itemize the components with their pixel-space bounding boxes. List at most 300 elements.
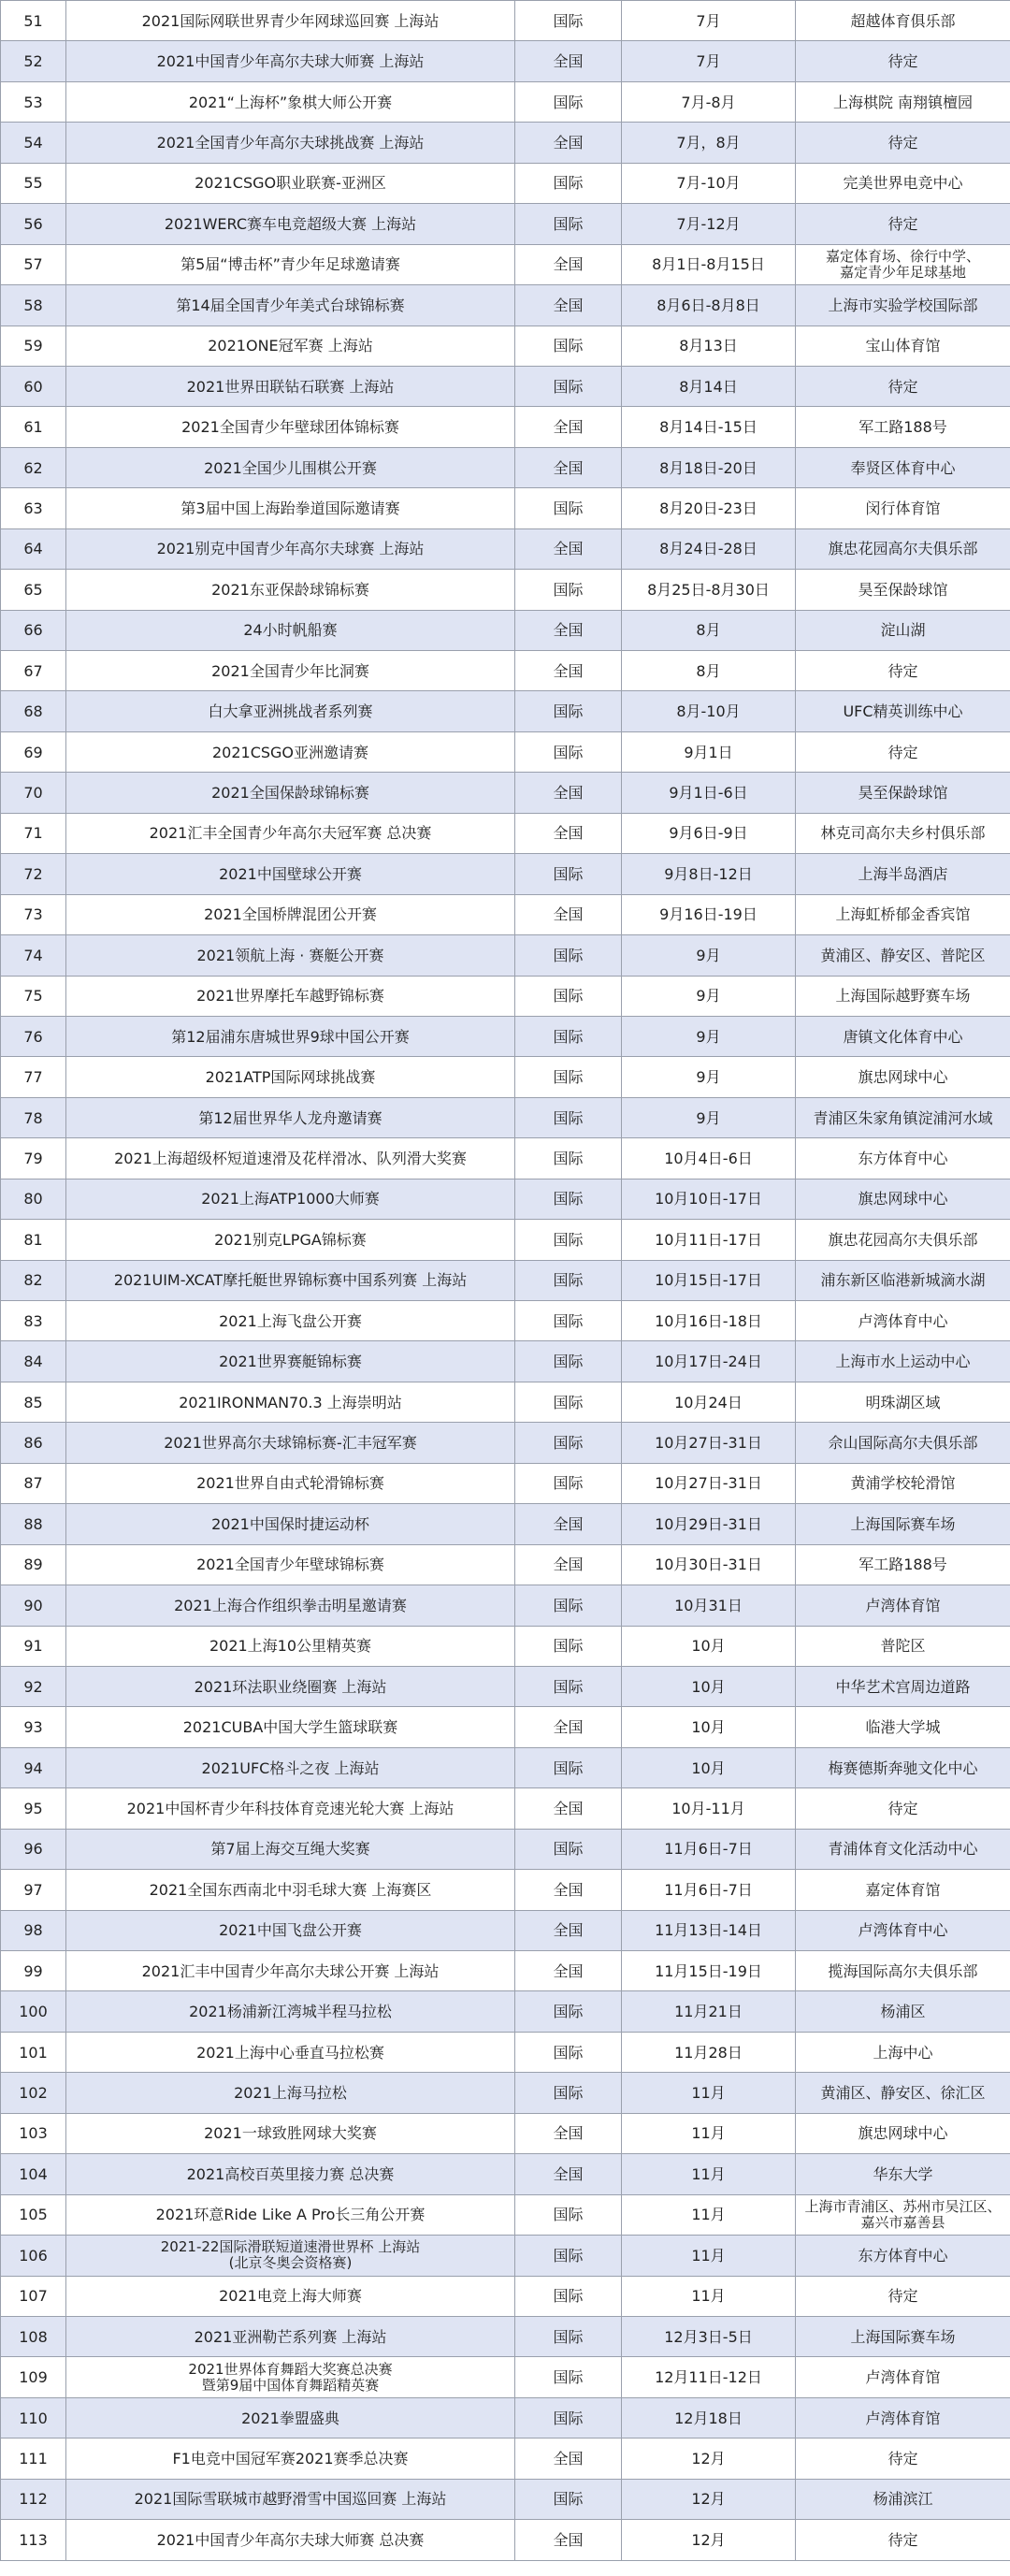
table-row [1,2236,1010,2276]
event-date-cell: 10月 [622,1666,796,1706]
table-row [1,1991,1010,2032]
table-row [1,285,1010,326]
table-row [1,1747,1010,1787]
event-date-cell: 10月27日-31日 [622,1463,796,1503]
event-venue-cell: 闵行体育馆 [796,488,1010,528]
event-date-cell: 8月20日-23日 [622,488,796,528]
event-number-cell: 78 [1,1097,66,1137]
event-date-cell: 12月18日 [622,2397,796,2438]
event-number-cell: 90 [1,1585,66,1626]
table-row [1,1260,1010,1300]
event-venue-cell: 待定 [796,2439,1010,2479]
event-name-cell: 2021中国杯青少年科技体育竞速光轮大赛 上海站 [66,1788,515,1829]
event-date-cell: 8月-10月 [622,691,796,731]
table-row [1,407,1010,447]
event-number-cell: 61 [1,407,66,447]
table-row [1,1179,1010,1219]
event-venue-cell: 黄浦区、静安区、普陀区 [796,935,1010,976]
event-venue-cell: 上海中心 [796,2032,1010,2072]
table-row [1,2397,1010,2438]
event-name-cell: 2021UIM-XCAT摩托艇世界锦标赛中国系列赛 上海站 [66,1260,515,1300]
table-row [1,488,1010,528]
event-level-cell: 全国 [515,1870,622,1910]
table-row [1,1788,1010,1829]
event-date-cell: 8月 [622,651,796,691]
event-name-cell: 2021上海超级杯短道速滑及花样滑冰、队列滑大奖赛 [66,1138,515,1179]
event-venue-cell: 上海半岛酒店 [796,854,1010,894]
event-level-cell: 全国 [515,41,622,81]
event-number-cell: 65 [1,570,66,610]
event-number-cell: 53 [1,81,66,122]
event-number-cell: 55 [1,163,66,203]
event-venue-cell: 揽海国际高尔夫俱乐部 [796,1951,1010,1991]
table-row [1,1,1010,41]
event-number-cell: 56 [1,204,66,244]
event-number-cell: 62 [1,447,66,487]
event-venue-cell: 完美世界电竞中心 [796,163,1010,203]
event-level-cell: 国际 [515,366,622,406]
table-row [1,2479,1010,2519]
event-date-cell: 11月6日-7日 [622,1870,796,1910]
event-name-cell: 2021环意Ride Like A Pro长三角公开赛 [66,2194,515,2235]
event-number-cell: 103 [1,2113,66,2153]
event-number-cell: 95 [1,1788,66,1829]
event-name-cell: 第12届世界华人龙舟邀请赛 [66,1097,515,1137]
event-name-cell: 2021别克LPGA锦标赛 [66,1220,515,1260]
event-name-cell: 2021全国青少年比洞赛 [66,651,515,691]
table-row [1,1707,1010,1747]
event-number-cell: 91 [1,1626,66,1666]
event-name-cell: 2021中国飞盘公开赛 [66,1910,515,1950]
table-row [1,204,1010,244]
event-level-cell: 国际 [515,2316,622,2356]
event-level-cell: 国际 [515,1179,622,1219]
event-name-cell: 2021上海飞盘公开赛 [66,1301,515,1341]
event-number-cell: 94 [1,1747,66,1787]
table-row [1,2439,1010,2479]
event-name-cell: 2021世界摩托车越野锦标赛 [66,976,515,1016]
table-row [1,528,1010,569]
event-name-cell: 第5届“博击杯”青少年足球邀请赛 [66,244,515,284]
event-level-cell: 全国 [515,773,622,813]
event-date-cell: 11月 [622,2194,796,2235]
event-date-cell: 12月11日-12日 [622,2357,796,2397]
event-name-cell: 2021世界高尔夫球锦标赛-汇丰冠军赛 [66,1423,515,1463]
event-venue-cell: 超越体育俱乐部 [796,1,1010,41]
event-name-cell: 第14届全国青少年美式台球锦标赛 [66,285,515,326]
event-date-cell: 12月3日-5日 [622,2316,796,2356]
event-number-cell: 54 [1,123,66,163]
event-number-cell: 85 [1,1382,66,1422]
event-date-cell: 9月 [622,935,796,976]
event-name-cell: 2021上海中心垂直马拉松赛 [66,2032,515,2072]
event-venue-cell: 上海国际赛车场 [796,2316,1010,2356]
table-row [1,2276,1010,2316]
event-name-cell: 24小时帆船赛 [66,610,515,650]
event-name-cell: 2021环法职业绕圈赛 上海站 [66,1666,515,1706]
event-name-cell: 2021领航上海 · 赛艇公开赛 [66,935,515,976]
table-row [1,1910,1010,1950]
event-venue-cell: 旗忠网球中心 [796,2113,1010,2153]
event-number-cell: 76 [1,1016,66,1056]
table-row [1,1382,1010,1422]
event-venue-cell: 黄浦学校轮滑馆 [796,1463,1010,1503]
event-date-cell: 9月 [622,1097,796,1137]
event-number-cell: 67 [1,651,66,691]
event-venue-cell: 梅赛德斯奔驰文化中心 [796,1747,1010,1787]
event-venue-cell: 待定 [796,1788,1010,1829]
event-level-cell: 全国 [515,1788,622,1829]
event-date-cell: 11月 [622,2236,796,2276]
event-number-cell: 71 [1,813,66,853]
event-level-cell: 全国 [515,1504,622,1544]
event-venue-cell: 上海市水上运动中心 [796,1341,1010,1382]
event-name-cell: 2021上海合作组织拳击明星邀请赛 [66,1585,515,1626]
table-row [1,244,1010,284]
event-date-cell: 11月6日-7日 [622,1829,796,1869]
event-level-cell: 国际 [515,2479,622,2519]
event-date-cell: 7月-8月 [622,81,796,122]
event-date-cell: 7月 [622,1,796,41]
event-name-cell: 2021东亚保龄球锦标赛 [66,570,515,610]
event-venue-cell: 唐镇文化体育中心 [796,1016,1010,1056]
table-row [1,691,1010,731]
event-number-cell: 88 [1,1504,66,1544]
event-number-cell: 92 [1,1666,66,1706]
table-row [1,935,1010,976]
event-number-cell: 75 [1,976,66,1016]
event-name-cell: 2021全国青少年壁球锦标赛 [66,1544,515,1585]
event-level-cell: 国际 [515,854,622,894]
event-level-cell: 国际 [515,1666,622,1706]
event-date-cell: 8月6日-8月8日 [622,285,796,326]
event-number-cell: 111 [1,2439,66,2479]
table-row [1,447,1010,487]
event-date-cell: 7月，8月 [622,123,796,163]
event-date-cell: 8月18日-20日 [622,447,796,487]
event-date-cell: 10月31日 [622,1585,796,1626]
table-row [1,2073,1010,2113]
event-venue-cell: 黄浦区、静安区、徐汇区 [796,2073,1010,2113]
events-table-body [1,1,1010,2561]
event-name-cell: 2021“上海杯”象棋大师公开赛 [66,81,515,122]
event-level-cell: 全国 [515,1910,622,1950]
event-date-cell: 10月27日-31日 [622,1423,796,1463]
table-row [1,651,1010,691]
table-row [1,2357,1010,2397]
event-date-cell: 11月15日-19日 [622,1951,796,1991]
event-date-cell: 8月1日-8月15日 [622,244,796,284]
event-venue-cell: 旗忠网球中心 [796,1179,1010,1219]
table-row [1,1504,1010,1544]
event-venue-cell: 中华艺术宫周边道路 [796,1666,1010,1706]
table-row [1,813,1010,853]
event-name-cell: 2021ATP国际网球挑战赛 [66,1057,515,1097]
event-venue-cell: 待定 [796,366,1010,406]
event-level-cell: 全国 [515,813,622,853]
event-venue-cell: 待定 [796,41,1010,81]
event-venue-cell: 杨浦区 [796,1991,1010,2032]
event-venue-cell: UFC精英训练中心 [796,691,1010,731]
table-row [1,1951,1010,1991]
event-number-cell: 102 [1,2073,66,2113]
event-level-cell: 国际 [515,1097,622,1137]
event-level-cell: 国际 [515,1,622,41]
table-row [1,570,1010,610]
event-level-cell: 国际 [515,1423,622,1463]
event-name-cell: 白大拿亚洲挑战者系列赛 [66,691,515,731]
event-name-cell: 2021亚洲勒芒系列赛 上海站 [66,2316,515,2356]
event-name-cell: 2021高校百英里接力赛 总决赛 [66,2154,515,2194]
event-level-cell: 全国 [515,2439,622,2479]
event-number-cell: 74 [1,935,66,976]
event-date-cell: 11月13日-14日 [622,1910,796,1950]
event-number-cell: 84 [1,1341,66,1382]
event-level-cell: 国际 [515,2276,622,2316]
event-date-cell: 8月24日-28日 [622,528,796,569]
event-number-cell: 58 [1,285,66,326]
event-name-cell: 2021上海马拉松 [66,2073,515,2113]
event-name-cell: 2021世界田联钻石联赛 上海站 [66,366,515,406]
event-date-cell: 10月16日-18日 [622,1301,796,1341]
event-level-cell: 全国 [515,244,622,284]
event-date-cell: 10月 [622,1747,796,1787]
event-level-cell: 国际 [515,2236,622,2276]
event-venue-cell: 卢湾体育馆 [796,2397,1010,2438]
event-date-cell: 11月 [622,2073,796,2113]
event-name-cell: 2021世界赛艇锦标赛 [66,1341,515,1382]
event-name-cell: 2021-22国际滑联短道速滑世界杯 上海站 (北京冬奥会资格赛) [66,2236,515,2276]
event-date-cell: 7月-10月 [622,163,796,203]
event-number-cell: 68 [1,691,66,731]
table-row [1,1423,1010,1463]
table-row [1,1097,1010,1137]
table-row [1,2154,1010,2194]
event-date-cell: 11月 [622,2154,796,2194]
event-level-cell: 国际 [515,1138,622,1179]
event-venue-cell: 青浦体育文化活动中心 [796,1829,1010,1869]
event-number-cell: 112 [1,2479,66,2519]
table-row [1,1301,1010,1341]
event-level-cell: 国际 [515,570,622,610]
event-name-cell: 2021CSGO亚洲邀请赛 [66,731,515,772]
event-level-cell: 国际 [515,1463,622,1503]
event-date-cell: 9月16日-19日 [622,894,796,934]
event-number-cell: 107 [1,2276,66,2316]
event-number-cell: 52 [1,41,66,81]
event-date-cell: 9月 [622,1057,796,1097]
table-row [1,2032,1010,2072]
event-date-cell: 10月10日-17日 [622,1179,796,1219]
event-number-cell: 80 [1,1179,66,1219]
event-name-cell: 2021杨浦新江湾城半程马拉松 [66,1991,515,2032]
event-name-cell: 2021CUBA中国大学生篮球联赛 [66,1707,515,1747]
event-level-cell: 国际 [515,2073,622,2113]
table-row [1,41,1010,81]
event-level-cell: 国际 [515,2032,622,2072]
event-venue-cell: 上海国际赛车场 [796,1504,1010,1544]
event-level-cell: 国际 [515,1991,622,2032]
table-row [1,854,1010,894]
event-venue-cell: 临港大学城 [796,1707,1010,1747]
event-level-cell: 全国 [515,447,622,487]
event-name-cell: 2021WERC赛车电竞超级大赛 上海站 [66,204,515,244]
event-level-cell: 国际 [515,326,622,366]
event-number-cell: 109 [1,2357,66,2397]
event-number-cell: 72 [1,854,66,894]
event-venue-cell: 上海国际越野赛车场 [796,976,1010,1016]
event-venue-cell: 昊至保龄球馆 [796,570,1010,610]
event-name-cell: 2021汇丰全国青少年高尔夫冠军赛 总决赛 [66,813,515,853]
event-date-cell: 9月1日-6日 [622,773,796,813]
event-venue-cell: 林克司高尔夫乡村俱乐部 [796,813,1010,853]
event-venue-cell: 东方体育中心 [796,2236,1010,2276]
event-number-cell: 100 [1,1991,66,2032]
event-date-cell: 10月15日-17日 [622,1260,796,1300]
event-level-cell: 国际 [515,1341,622,1382]
event-venue-cell: 上海市实验学校国际部 [796,285,1010,326]
event-venue-cell: 待定 [796,2276,1010,2316]
table-row [1,163,1010,203]
table-row [1,1220,1010,1260]
event-venue-cell: 嘉定体育场、徐行中学、 嘉定青少年足球基地 [796,244,1010,284]
event-venue-cell: 嘉定体育馆 [796,1870,1010,1910]
event-number-cell: 73 [1,894,66,934]
event-date-cell: 9月 [622,976,796,1016]
event-level-cell: 国际 [515,2357,622,2397]
event-number-cell: 110 [1,2397,66,2438]
event-level-cell: 全国 [515,528,622,569]
event-name-cell: 第12届浦东唐城世界9球中国公开赛 [66,1016,515,1056]
event-date-cell: 10月 [622,1626,796,1666]
event-level-cell: 全国 [515,1951,622,1991]
event-name-cell: 2021中国壁球公开赛 [66,854,515,894]
event-name-cell: 2021IRONMAN70.3 上海崇明站 [66,1382,515,1422]
event-name-cell: 2021世界自由式轮滑锦标赛 [66,1463,515,1503]
event-level-cell: 国际 [515,1057,622,1097]
event-level-cell: 全国 [515,2154,622,2194]
table-row [1,610,1010,650]
event-level-cell: 全国 [515,2520,622,2560]
event-level-cell: 全国 [515,651,622,691]
event-number-cell: 104 [1,2154,66,2194]
event-name-cell: 2021别克中国青少年高尔夫球赛 上海站 [66,528,515,569]
event-date-cell: 8月13日 [622,326,796,366]
event-level-cell: 国际 [515,1382,622,1422]
event-date-cell: 12月 [622,2520,796,2560]
event-name-cell: 2021一球致胜网球大奖赛 [66,2113,515,2153]
event-venue-cell: 宝山体育馆 [796,326,1010,366]
event-number-cell: 101 [1,2032,66,2072]
event-number-cell: 86 [1,1423,66,1463]
event-number-cell: 98 [1,1910,66,1950]
event-name-cell: 2021全国保龄球锦标赛 [66,773,515,813]
event-name-cell: 2021上海ATP1000大师赛 [66,1179,515,1219]
event-venue-cell: 佘山国际高尔夫俱乐部 [796,1423,1010,1463]
event-name-cell: 2021中国青少年高尔夫球大师赛 上海站 [66,41,515,81]
event-number-cell: 89 [1,1544,66,1585]
event-venue-cell: 旗忠花园高尔夫俱乐部 [796,1220,1010,1260]
event-number-cell: 77 [1,1057,66,1097]
event-name-cell: 2021ONE冠军赛 上海站 [66,326,515,366]
event-venue-cell: 待定 [796,2520,1010,2560]
event-venue-cell: 上海虹桥郁金香宾馆 [796,894,1010,934]
event-number-cell: 108 [1,2316,66,2356]
event-venue-cell: 杨浦滨江 [796,2479,1010,2519]
event-level-cell: 国际 [515,1829,622,1869]
event-level-cell: 全国 [515,894,622,934]
event-level-cell: 国际 [515,1301,622,1341]
table-row [1,1544,1010,1585]
event-number-cell: 69 [1,731,66,772]
event-number-cell: 83 [1,1301,66,1341]
table-row [1,1138,1010,1179]
event-number-cell: 99 [1,1951,66,1991]
event-venue-cell: 上海棋院 南翔镇檀园 [796,81,1010,122]
table-row [1,1341,1010,1382]
table-row [1,1870,1010,1910]
event-level-cell: 国际 [515,691,622,731]
event-date-cell: 8月 [622,610,796,650]
event-number-cell: 113 [1,2520,66,2560]
event-date-cell: 10月-11月 [622,1788,796,1829]
event-name-cell: 2021世界体育舞蹈大奖赛总决赛 暨第9届中国体育舞蹈精英赛 [66,2357,515,2397]
event-level-cell: 全国 [515,123,622,163]
event-venue-cell: 奉贤区体育中心 [796,447,1010,487]
event-level-cell: 国际 [515,1220,622,1260]
table-row [1,1829,1010,1869]
event-number-cell: 51 [1,1,66,41]
event-date-cell: 8月25日-8月30日 [622,570,796,610]
event-name-cell: 2021全国桥牌混团公开赛 [66,894,515,934]
event-number-cell: 96 [1,1829,66,1869]
event-venue-cell: 卢湾体育馆 [796,2357,1010,2397]
event-number-cell: 64 [1,528,66,569]
event-number-cell: 59 [1,326,66,366]
event-venue-cell: 华东大学 [796,2154,1010,2194]
event-level-cell: 全国 [515,285,622,326]
event-date-cell: 9月 [622,1016,796,1056]
event-level-cell: 国际 [515,488,622,528]
event-venue-cell: 明珠湖区域 [796,1382,1010,1422]
event-name-cell: 2021全国少儿围棋公开赛 [66,447,515,487]
event-venue-cell: 卢湾体育中心 [796,1910,1010,1950]
table-row [1,81,1010,122]
event-date-cell: 12月 [622,2439,796,2479]
event-level-cell: 全国 [515,1707,622,1747]
event-number-cell: 97 [1,1870,66,1910]
event-name-cell: 2021中国保时捷运动杯 [66,1504,515,1544]
event-level-cell: 全国 [515,2113,622,2153]
event-venue-cell: 待定 [796,123,1010,163]
table-row [1,2194,1010,2235]
event-level-cell: 国际 [515,1260,622,1300]
event-venue-cell: 卢湾体育中心 [796,1301,1010,1341]
event-date-cell: 8月14日 [622,366,796,406]
event-venue-cell: 待定 [796,731,1010,772]
table-row [1,326,1010,366]
table-row [1,1666,1010,1706]
event-name-cell: 2021拳盟盛典 [66,2397,515,2438]
event-venue-cell: 普陀区 [796,1626,1010,1666]
event-level-cell: 国际 [515,81,622,122]
event-date-cell: 10月24日 [622,1382,796,1422]
table-row [1,1463,1010,1503]
event-venue-cell: 青浦区朱家角镇淀浦河水域 [796,1097,1010,1137]
event-venue-cell: 旗忠网球中心 [796,1057,1010,1097]
event-name-cell: 2021全国东西南北中羽毛球大赛 上海赛区 [66,1870,515,1910]
event-number-cell: 87 [1,1463,66,1503]
